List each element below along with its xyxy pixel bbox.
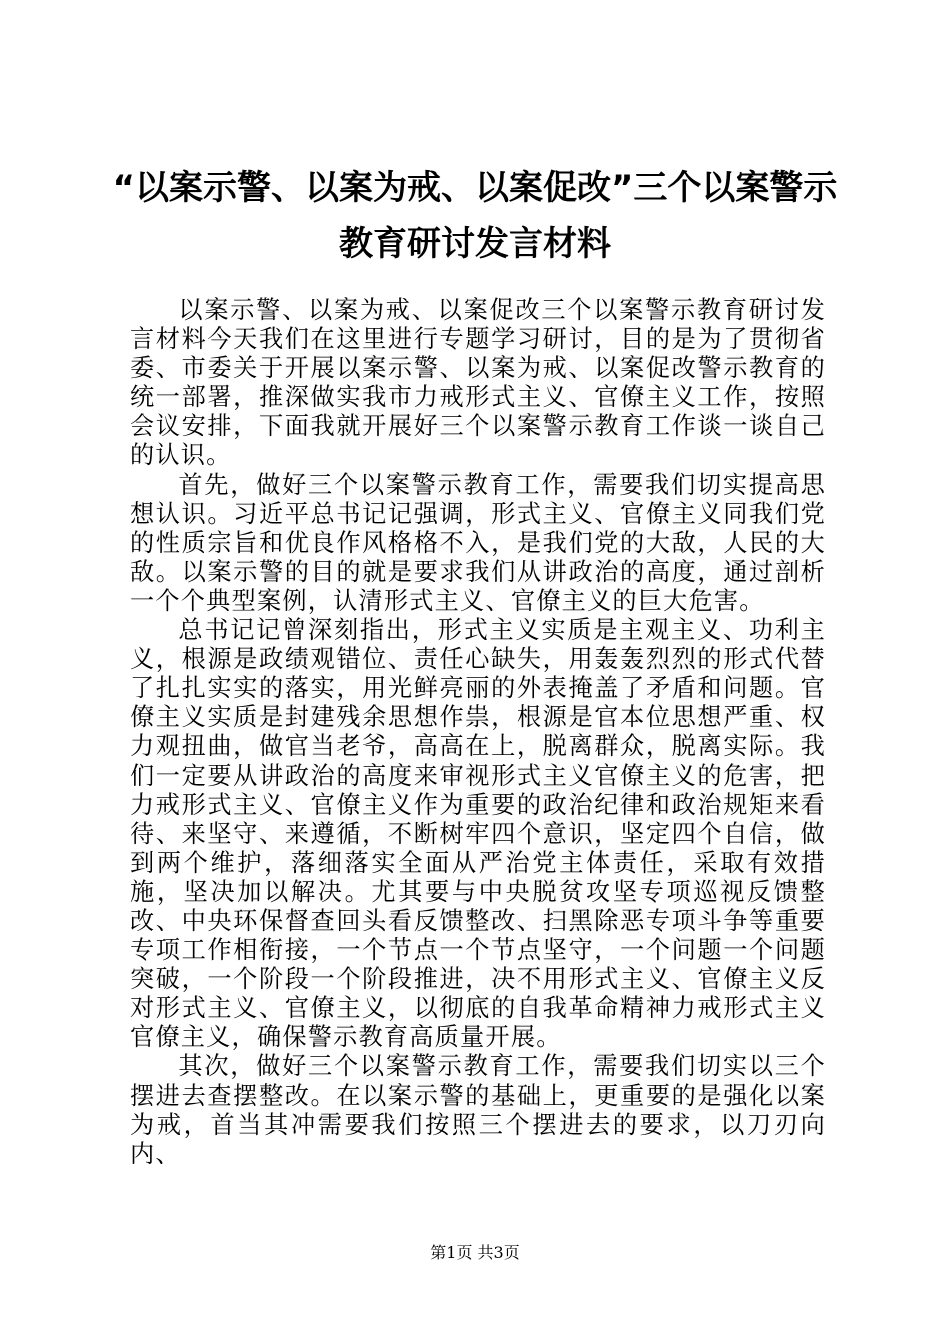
document-body xyxy=(130,296,826,1169)
paragraph-second: 其次，做好三个以案警示教育工作，需要我们切实以三个摆进去查摆整改。在以案示警的基础上，更重要的是强化以案为戒，首当其冲需要我们按照三个摆进去的要求，以刀刃向内、 xyxy=(130,1052,826,1168)
paragraph-quote: 总书记记曾深刻指出，形式主义实质是主观主义、功利主义，根源是政绩观错位、责任心缺失，用轰轰烈烈的形式代替了扎扎实实的落实，用光鲜亮丽的外表掩盖了矛盾和问题。官僚主义实质是封建残余思想作祟，根源是官本位思想严重、权力观扭曲，做官当老爷，高高在上，脱离群众，脱离实际。我们一定要从讲政治的高度来审视形式主义官僚主义的危害，把力戒形式主义、官僚主义作为重要的政治纪律和政治规矩来看待、来坚守、来遵循，不断树牢四个意识，坚定四个自信，做到两个维护，落细落实全面从严治党主体责任，采取有效措施，坚决加以解决。尤其要与中央脱贫攻坚专项巡视反馈整改、中央环保督查回头看反馈整改、扫黑除恶专项斗争等重要专项工作相衔接，一个节点一个节点坚守，一个问题一个问题突破，一个阶段一个阶段推进，决不用形式主义、官僚主义反对形式主义、官僚主义，以彻底的自我革命精神力戒形式主义官僚主义，确保警示教育高质量开展。 xyxy=(130,616,826,1052)
document-title: “以案示警、以案为戒、以案促改”三个以案警示教育研讨发言材料 xyxy=(112,168,838,264)
paragraph-first: 首先，做好三个以案警示教育工作，需要我们切实提高思想认识。习近平总书记记强调，形式主义、官僚主义同我们党的性质宗旨和优良作风格格不入，是我们党的大敌，人民的大敌。以案示警的目的就是要求我们从讲政治的高度，通过剖析一个个典型案例，认清形式主义、官僚主义的巨大危害。 xyxy=(130,470,826,615)
paragraph-intro: 以案示警、以案为戒、以案促改三个以案警示教育研讨发言材料今天我们在这里进行专题学习研讨，目的是为了贯彻省委、市委关于开展以案示警、以案为戒、以案促改警示教育的统一部署，推深做实我市力戒形式主义、官僚主义工作，按照会议安排，下面我就开展好三个以案警示教育工作谈一谈自己的认识。 xyxy=(130,296,826,470)
page-number-footer: 第1页 共3页 xyxy=(430,1243,520,1262)
